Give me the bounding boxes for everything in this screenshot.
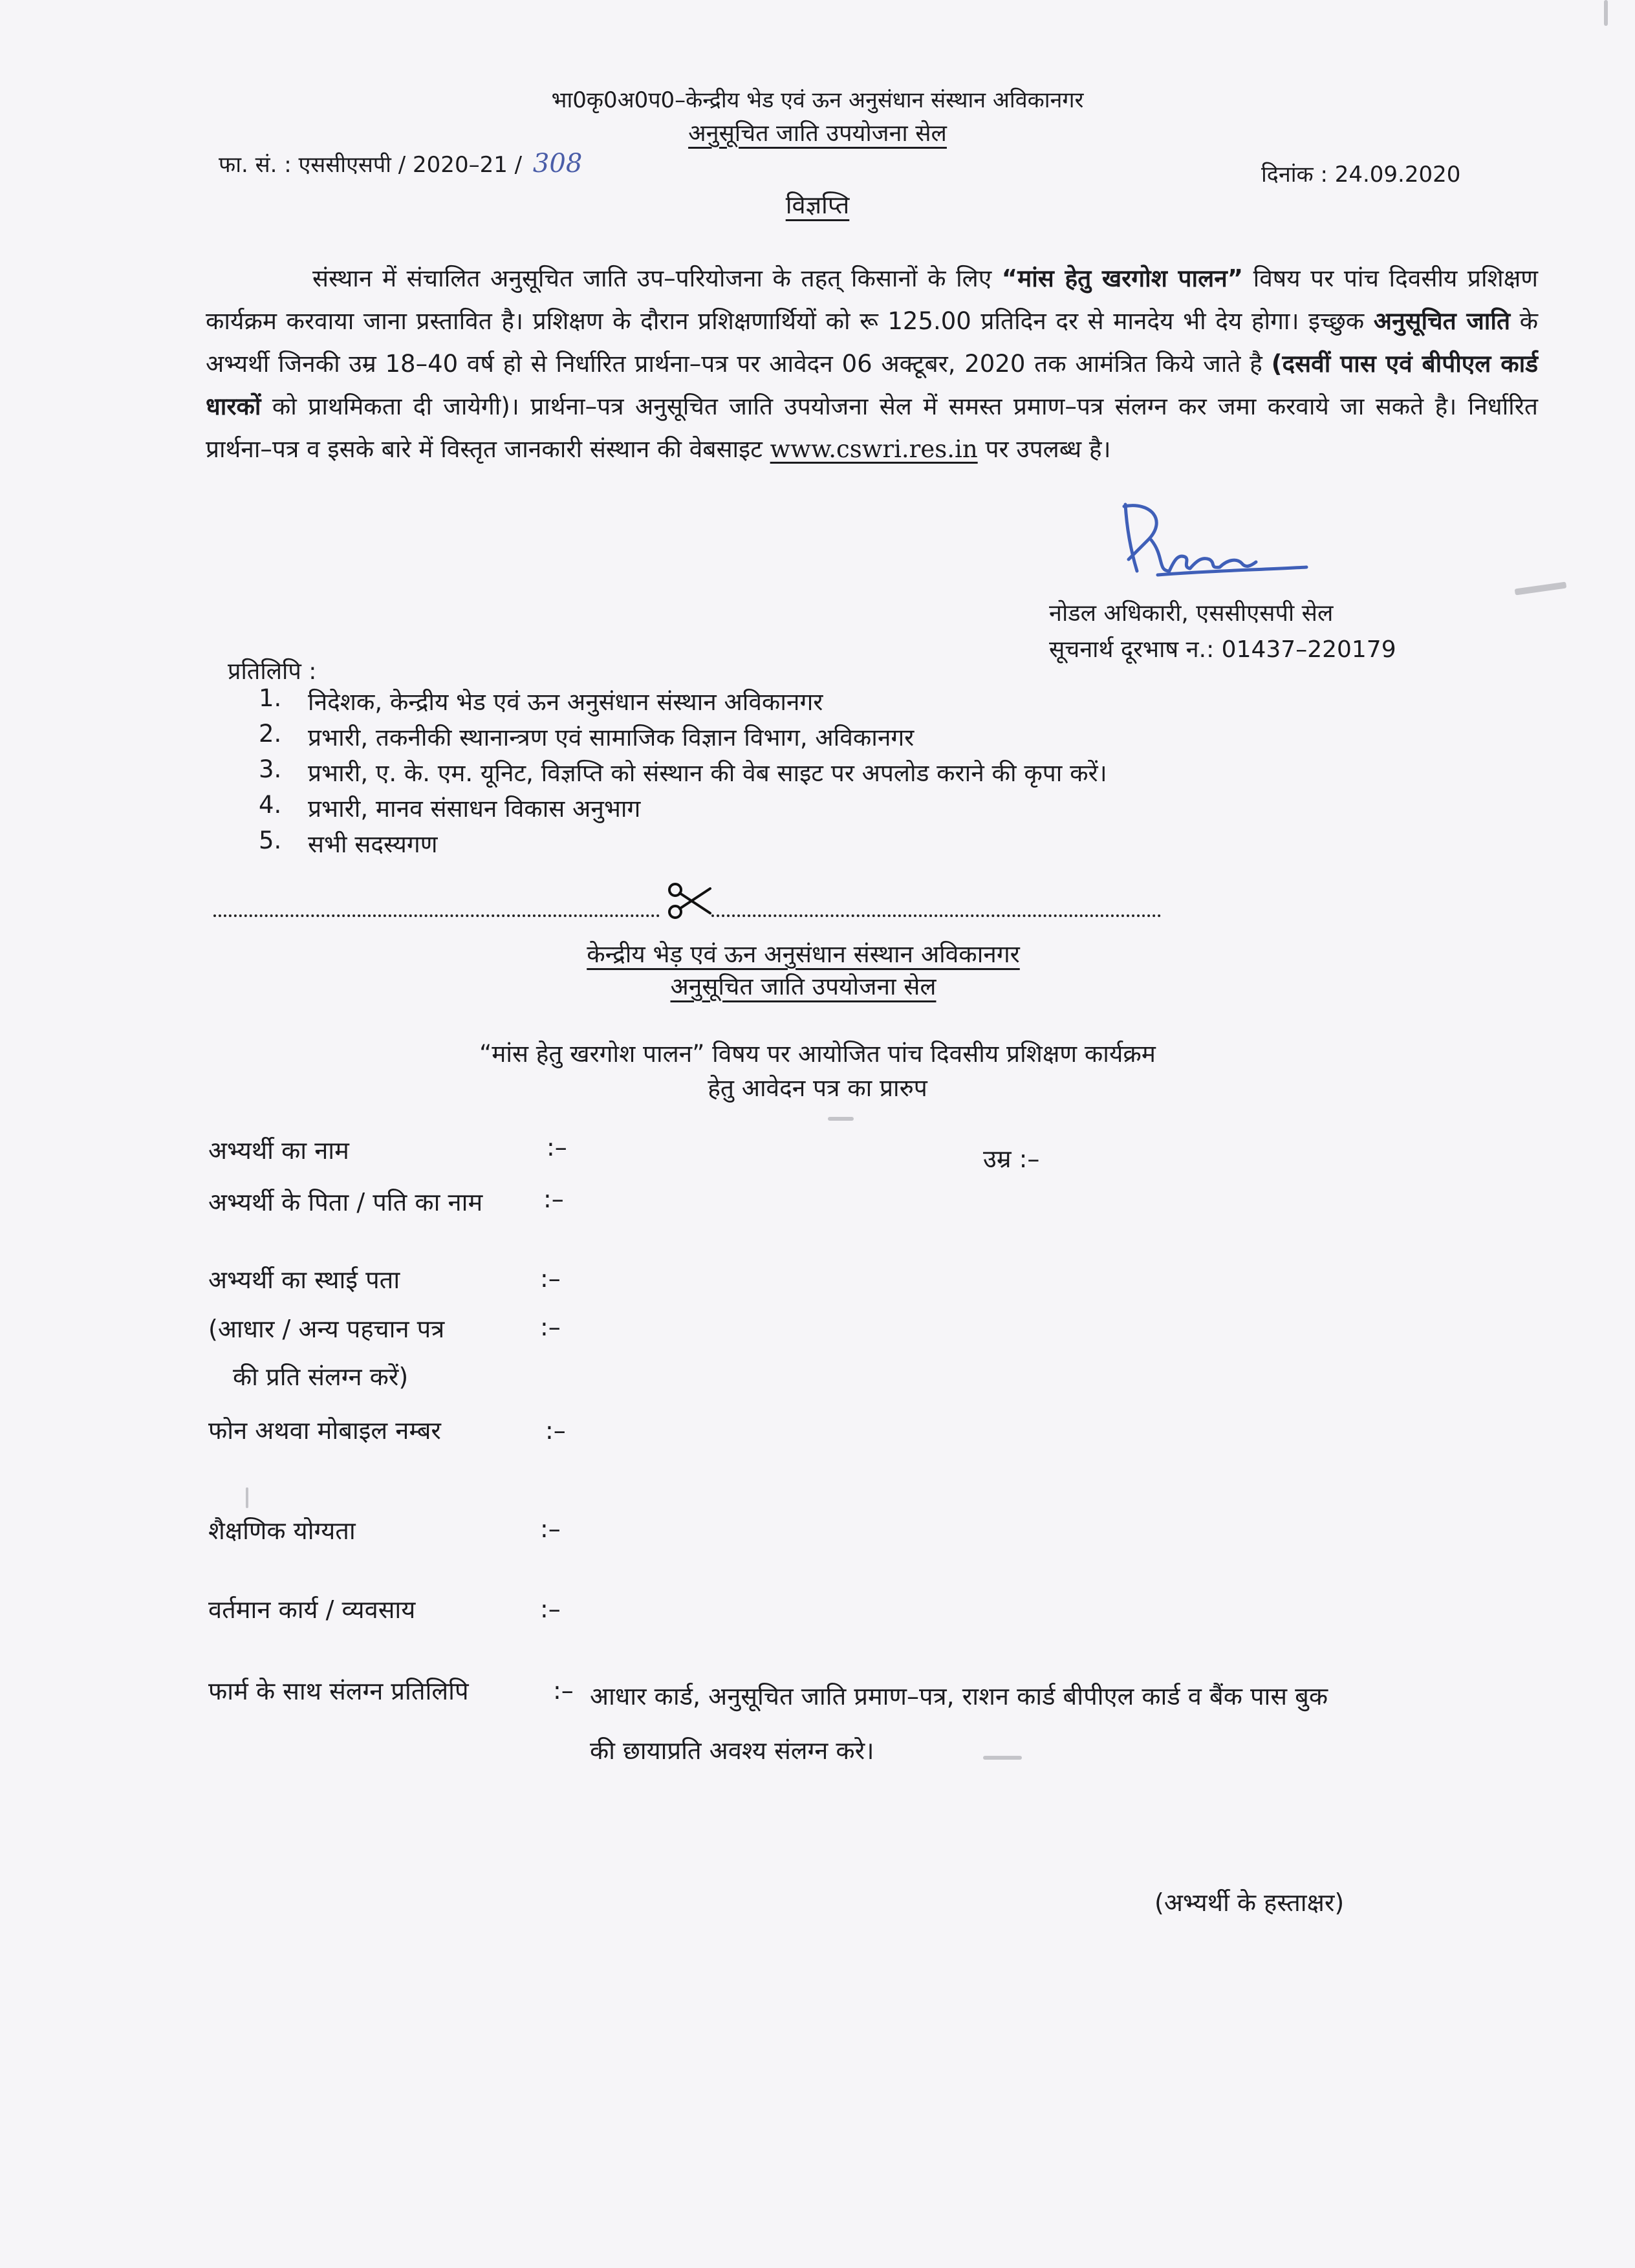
list-item-number: 2. xyxy=(259,720,282,748)
field-address-separator: :– xyxy=(540,1264,561,1293)
field-attachments-text-2: की छायाप्रति अवश्य संलग्न करे। xyxy=(590,1736,874,1765)
copy-to-label: प्रतिलिपि : xyxy=(228,658,317,685)
notice-text-4: को प्राथमिकता दी जायेगी)। प्रार्थना–पत्र अनुसूचित जाति उपयोजना सेल में समस्त प्रमाण–पत्र संलग्न कर जमा करवाये जा सकते है। निर्धारित प्रार्थना–पत्र व इसके बारे में विस्तृत जानकारी संस्थान की वेबसाइट xyxy=(206,393,1538,463)
website-link[interactable]: www.cswri.res.in xyxy=(770,435,978,463)
scan-speck xyxy=(1604,0,1608,26)
field-aadhaar-label-1: (आधार / अन्य पहचान पत्र xyxy=(208,1315,445,1343)
org-line: भा0कृ0अ0प0–केन्द्रीय भेड एवं ऊन अनुसंधान संस्थान अविकानगर xyxy=(551,87,1084,113)
field-name-label: अभ्यर्थी का नाम xyxy=(208,1136,349,1165)
form-org: केन्द्रीय भेड़ एवं ऊन अनुसंधान संस्थान अविकानगर xyxy=(587,940,1020,968)
list-item-text: प्रभारी, मानव संसाधन विकास अनुभाग xyxy=(308,795,641,823)
cut-line-left xyxy=(213,914,660,917)
field-education-separator: :– xyxy=(540,1515,561,1543)
officer-signature xyxy=(1112,495,1319,585)
notice-text-1: संस्थान में संचालित अनुसूचित जाति उप–परियोजना के तहत् किसानों के लिए xyxy=(312,265,1002,292)
file-number-handwritten: 308 xyxy=(532,149,583,178)
applicant-signature-label: (अभ्यर्थी के हस्ताक्षर) xyxy=(1154,1888,1345,1917)
field-aadhaar-separator: :– xyxy=(540,1313,561,1341)
signatory-phone: सूचनार्थ दूरभाष न.: 01437–220179 xyxy=(1049,636,1396,663)
file-number xyxy=(219,149,582,178)
notice-priority-bold: (दसवीं पास एवं बीपीएल कार्ड धारकों xyxy=(206,350,1538,420)
list-item-text: सभी सदस्यगण xyxy=(308,830,438,858)
file-number-label: फा. सं. : एससीएसपी / 2020–21 / xyxy=(219,152,523,178)
scan-speck xyxy=(1515,581,1567,595)
field-father-label: अभ्यर्थी के पिता / पति का नाम xyxy=(208,1188,483,1216)
list-item-number: 5. xyxy=(259,826,282,854)
form-title-line-2: हेतु आवेदन पत्र का प्रारुप xyxy=(708,1074,927,1102)
field-name-separator: :– xyxy=(547,1133,567,1161)
field-attachments-separator: :– xyxy=(553,1676,574,1705)
signatory-designation: नोडल अधिकारी, एससीएसपी सेल xyxy=(1049,600,1334,627)
field-occupation-label: वर्तमान कार्य / व्यवसाय xyxy=(208,1595,416,1624)
field-education-label: शैक्षणिक योग्यता xyxy=(208,1517,356,1545)
notice-text-2: विषय पर पांच दिवसीय प्रशिक्षण कार्यक्रम करवाया जाना प्रस्तावित है। प्रशिक्षण के दौरान प्रशिक्षणार्थियों को रू 125.00 प्रतिदिन दर से मानदेय भी देय होगा। इच्छुक xyxy=(206,265,1538,335)
list-item-text: निदेशक, केन्द्रीय भेड एवं ऊन अनुसंधान संस्थान अविकानगर xyxy=(308,688,823,716)
notice-topic: “मांस हेतु खरगोश पालन” xyxy=(1001,265,1244,292)
notice-text-5: पर उपलब्ध है। xyxy=(977,435,1111,463)
notice-sc-bold: अनुसूचित जाति xyxy=(1373,307,1511,335)
list-item-number: 1. xyxy=(259,684,282,712)
scan-speck xyxy=(828,1117,854,1121)
field-phone-separator: :– xyxy=(545,1416,566,1445)
field-age-label: उम्र :– xyxy=(983,1145,1040,1173)
list-item-number: 4. xyxy=(259,791,282,819)
notice-paragraph xyxy=(206,257,1538,471)
field-father-separator: :– xyxy=(543,1185,564,1213)
field-attachments-label: फार्म के साथ संलग्न प्रतिलिपि xyxy=(208,1677,469,1705)
notice-title: विज्ञप्ति xyxy=(785,191,850,219)
cell-name: अनुसूचित जाति उपयोजना सेल xyxy=(688,120,947,147)
field-address-label: अभ्यर्थी का स्थाई पता xyxy=(208,1266,400,1294)
form-title-line-1: “मांस हेतु खरगोश पालन” विषय पर आयोजित पांच दिवसीय प्रशिक्षण कार्यक्रम xyxy=(479,1040,1156,1068)
list-item-text: प्रभारी, ए. के. एम. यूनिट, विज्ञप्ति को संस्थान की वेब साइट पर अपलोड कराने की कृपा करें। xyxy=(308,759,1107,787)
scissors-icon xyxy=(666,881,713,921)
field-aadhaar-label-2: की प्रति संलग्न करें) xyxy=(233,1363,409,1391)
field-phone-label: फोन अथवा मोबाइल नम्बर xyxy=(208,1416,441,1445)
notice-date: दिनांक : 24.09.2020 xyxy=(1261,162,1461,188)
list-item-text: प्रभारी, तकनीकी स्थानान्त्रण एवं सामाजिक विज्ञान विभाग, अविकानगर xyxy=(308,724,915,751)
field-occupation-separator: :– xyxy=(540,1595,561,1623)
notice-text-3: के अभ्यर्थी जिनकी उम्र 18–40 वर्ष हो से निर्धारित प्रार्थना–पत्र पर आवेदन 06 अक्टूबर, 2020 तक आमंत्रित किये जाते है xyxy=(206,307,1538,378)
list-item-number: 3. xyxy=(259,755,282,783)
cut-line-right xyxy=(711,914,1161,917)
field-attachments-text-1: आधार कार्ड, अनुसूचित जाति प्रमाण–पत्र, राशन कार्ड बीपीएल कार्ड व बैंक पास बुक xyxy=(590,1682,1328,1711)
scan-speck xyxy=(246,1487,248,1508)
form-cell: अनुसूचित जाति उपयोजना सेल xyxy=(670,973,937,1000)
scan-speck xyxy=(983,1756,1022,1760)
